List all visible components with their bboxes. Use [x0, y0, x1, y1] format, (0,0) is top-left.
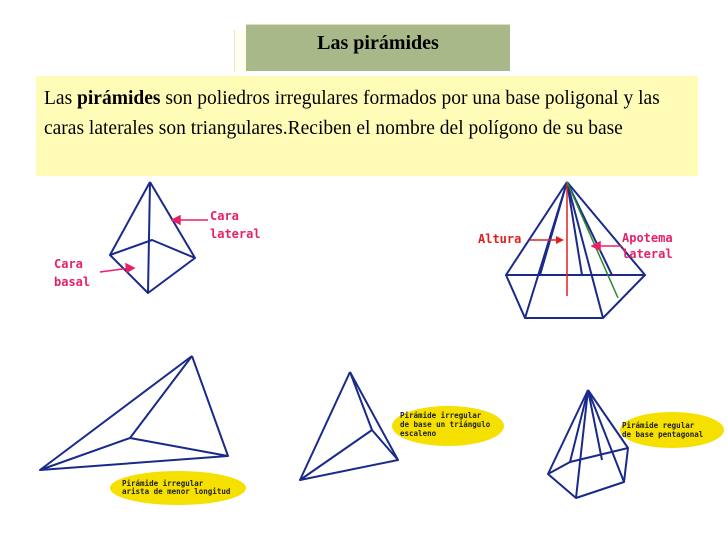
bubble-pentagonal-line2: de base pentagonal	[622, 430, 704, 439]
bubble-triangulo	[392, 406, 504, 446]
label-altura: Altura	[478, 232, 522, 246]
intro-text-start: Las	[44, 88, 78, 109]
label-cara-lateral-line2: lateral	[210, 227, 261, 241]
bubble-irregular	[110, 471, 246, 505]
label-apotema-line2: lateral	[622, 247, 673, 261]
label-cara-lateral-line1: Cara	[210, 209, 239, 223]
intro-text-rest: son poliedros irregulares formados por una base poligonal y las caras laterales son triangulares.Reciben el nombre del polígono de su base	[44, 88, 660, 139]
pyramid-labeled-faces	[110, 182, 195, 293]
bubble-irregular-line2: arista de menor longitud	[122, 487, 231, 496]
bubble-pentagonal	[620, 412, 724, 448]
label-apotema-line1: Apotema	[622, 231, 673, 245]
pyramid-triangular-scalene	[300, 372, 398, 480]
pyramid-irregular-flat	[40, 356, 228, 470]
label-cara-basal-line1: Cara	[54, 257, 83, 271]
arrow-head-basal	[126, 264, 134, 272]
intro-text-bold: pirámides	[77, 88, 161, 109]
bubble-triangulo-line2: de base un triángulo	[400, 420, 491, 429]
arrow-head-altura	[556, 236, 564, 244]
page-title: Las pirámides	[317, 32, 439, 54]
bubble-irregular-line1: Pirámide irregular	[122, 479, 204, 488]
bubble-triangulo-line3: escaleno	[400, 429, 437, 438]
label-cara-basal-line2: basal	[54, 275, 91, 289]
pyramid-regular-pentagonal	[548, 390, 628, 498]
bubble-triangulo-line1: Pirámide irregular	[400, 411, 482, 420]
bubble-pentagonal-line1: Pirámide regular	[622, 421, 695, 430]
